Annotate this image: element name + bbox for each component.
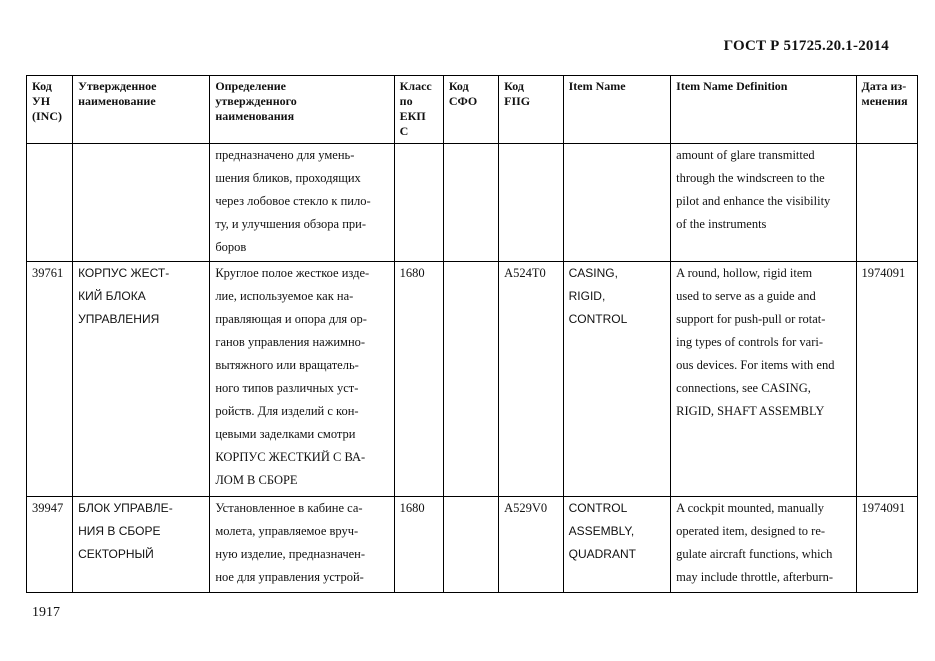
text-line: наименования — [215, 109, 295, 123]
text-line: amount of glare transmitted — [676, 148, 815, 162]
text-line: СЕКТОРНЫЙ — [78, 547, 154, 561]
col-header-class — [394, 76, 443, 144]
text-line: support for push-pull or rotat- — [676, 312, 826, 326]
text-line: Код — [504, 79, 524, 93]
text-line: по — [399, 94, 413, 108]
cell-class: 1680 — [394, 497, 443, 593]
cell-item-name — [563, 497, 671, 593]
cell-inc — [27, 144, 73, 262]
text-line: Определение — [215, 79, 287, 93]
cell-date: 1974091 — [856, 497, 917, 593]
text-line: Утвержденное — [78, 79, 157, 93]
text-line: RIGID, — [568, 289, 606, 303]
text-line: через лобовое стекло к пило- — [215, 194, 371, 208]
cell-inc: 39761 — [27, 262, 73, 497]
cell-date: 1974091 — [856, 262, 917, 497]
text-line: Item Name — [568, 79, 626, 93]
text-line: ного типов различных уст- — [215, 381, 359, 395]
cell-class — [394, 144, 443, 262]
col-header-name-ru — [73, 76, 210, 144]
text-line: CONTROL — [568, 312, 628, 326]
text-line: gulate aircraft functions, which — [676, 547, 833, 561]
text-line: FIIG — [504, 94, 531, 108]
col-header-fiig — [499, 76, 564, 144]
text-line: Код — [32, 79, 52, 93]
text-line: ЕКП — [399, 109, 426, 123]
text-line: КОРПУС ЖЕСТКИЙ С ВА- — [215, 450, 366, 464]
cell-item-def — [671, 497, 856, 593]
text-line: RIGID, SHAFT ASSEMBLY — [676, 404, 825, 418]
text-line: ЛОМ В СБОРЕ — [215, 473, 298, 487]
page-number: 1917 — [32, 605, 60, 620]
cell-def-ru — [210, 144, 394, 262]
text-line: A round, hollow, rigid item — [676, 266, 813, 280]
col-header-def-ru — [210, 76, 394, 144]
text-line: утвержденного — [215, 94, 297, 108]
text-line: ное для управления устрой- — [215, 570, 364, 584]
table-row — [27, 262, 918, 497]
text-line: БЛОК УПРАВЛЕ- — [78, 501, 173, 515]
col-header-item-def — [671, 76, 856, 144]
cell-def-ru — [210, 497, 394, 593]
text-line: менения — [861, 94, 908, 108]
text-line: лие, используемое как на- — [215, 289, 354, 303]
text-line: used to serve as a guide and — [676, 289, 816, 303]
text-line: молета, управляемое вруч- — [215, 524, 359, 538]
col-header-inc — [27, 76, 73, 144]
text-line: CASING, — [568, 266, 618, 280]
cell-name-ru — [73, 262, 210, 497]
text-line: QUADRANT — [568, 547, 636, 561]
catalog-table — [26, 75, 918, 593]
cell-sfo — [443, 497, 498, 593]
table-row — [27, 144, 918, 262]
table-header-row — [27, 76, 918, 144]
col-header-date — [856, 76, 917, 144]
text-line: ASSEMBLY, — [568, 524, 635, 538]
text-line: Item Name Definition — [676, 79, 788, 93]
text-line: of the instruments — [676, 217, 767, 231]
cell-item-name — [563, 262, 671, 497]
text-line: КИЙ БЛОКА — [78, 289, 146, 303]
cell-def-ru — [210, 262, 394, 497]
text-line: УН — [32, 94, 51, 108]
cell-item-def — [671, 144, 856, 262]
cell-sfo — [443, 144, 498, 262]
text-line: operated item, designed to re- — [676, 524, 826, 538]
text-line: connections, see CASING, — [676, 381, 811, 395]
text-line: Дата из- — [861, 79, 907, 93]
cell-fiig: A524T0 — [499, 262, 564, 497]
text-line: СФО — [448, 94, 478, 108]
cell-inc: 39947 — [27, 497, 73, 593]
cell-class: 1680 — [394, 262, 443, 497]
cell-sfo — [443, 262, 498, 497]
col-header-sfo — [443, 76, 498, 144]
text-line: CONTROL — [568, 501, 628, 515]
text-line: КОРПУС ЖЕСТ- — [78, 266, 170, 280]
cell-date — [856, 144, 917, 262]
cell-name-ru — [73, 144, 210, 262]
text-line: правляющая и опора для ор- — [215, 312, 367, 326]
text-line: ing types of controls for vari- — [676, 335, 823, 349]
text-line: may include throttle, afterburn- — [676, 570, 834, 584]
text-line: ройств. Для изделий с кон- — [215, 404, 359, 418]
cell-name-ru — [73, 497, 210, 593]
text-line: Класс — [399, 79, 432, 93]
cell-fiig: A529V0 — [499, 497, 564, 593]
text-line: ous devices. For items with end — [676, 358, 835, 372]
text-line: НИЯ В СБОРЕ — [78, 524, 161, 538]
text-line: ганов управления нажимно- — [215, 335, 366, 349]
text-line: A cockpit mounted, manually — [676, 501, 825, 515]
text-line: боров — [215, 240, 247, 254]
text-line: шения бликов, проходящих — [215, 171, 361, 185]
text-line: вытяжного или вращатель- — [215, 358, 359, 372]
cell-fiig — [499, 144, 564, 262]
col-header-item-name — [563, 76, 671, 144]
text-line: цевыми заделками смотри — [215, 427, 356, 441]
text-line: предназначено для умень- — [215, 148, 355, 162]
text-line: pilot and enhance the visibility — [676, 194, 831, 208]
text-line: ту, и улучшения обзора при- — [215, 217, 367, 231]
text-line: ную изделие, предназначен- — [215, 547, 366, 561]
cell-item-name — [563, 144, 671, 262]
text-line: С — [399, 124, 409, 138]
text-line: Код — [448, 79, 469, 93]
text-line: Круглое полое жесткое изде- — [215, 266, 370, 280]
text-line: наименование — [78, 94, 156, 108]
text-line: (INC) — [32, 109, 62, 123]
text-line: УПРАВЛЕНИЯ — [78, 312, 160, 326]
text-line: Установленное в кабине са- — [215, 501, 363, 515]
cell-item-def — [671, 262, 856, 497]
document-code: ГОСТ Р 51725.20.1-2014 — [723, 38, 889, 54]
table-row — [27, 497, 918, 593]
text-line: through the windscreen to the — [676, 171, 825, 185]
